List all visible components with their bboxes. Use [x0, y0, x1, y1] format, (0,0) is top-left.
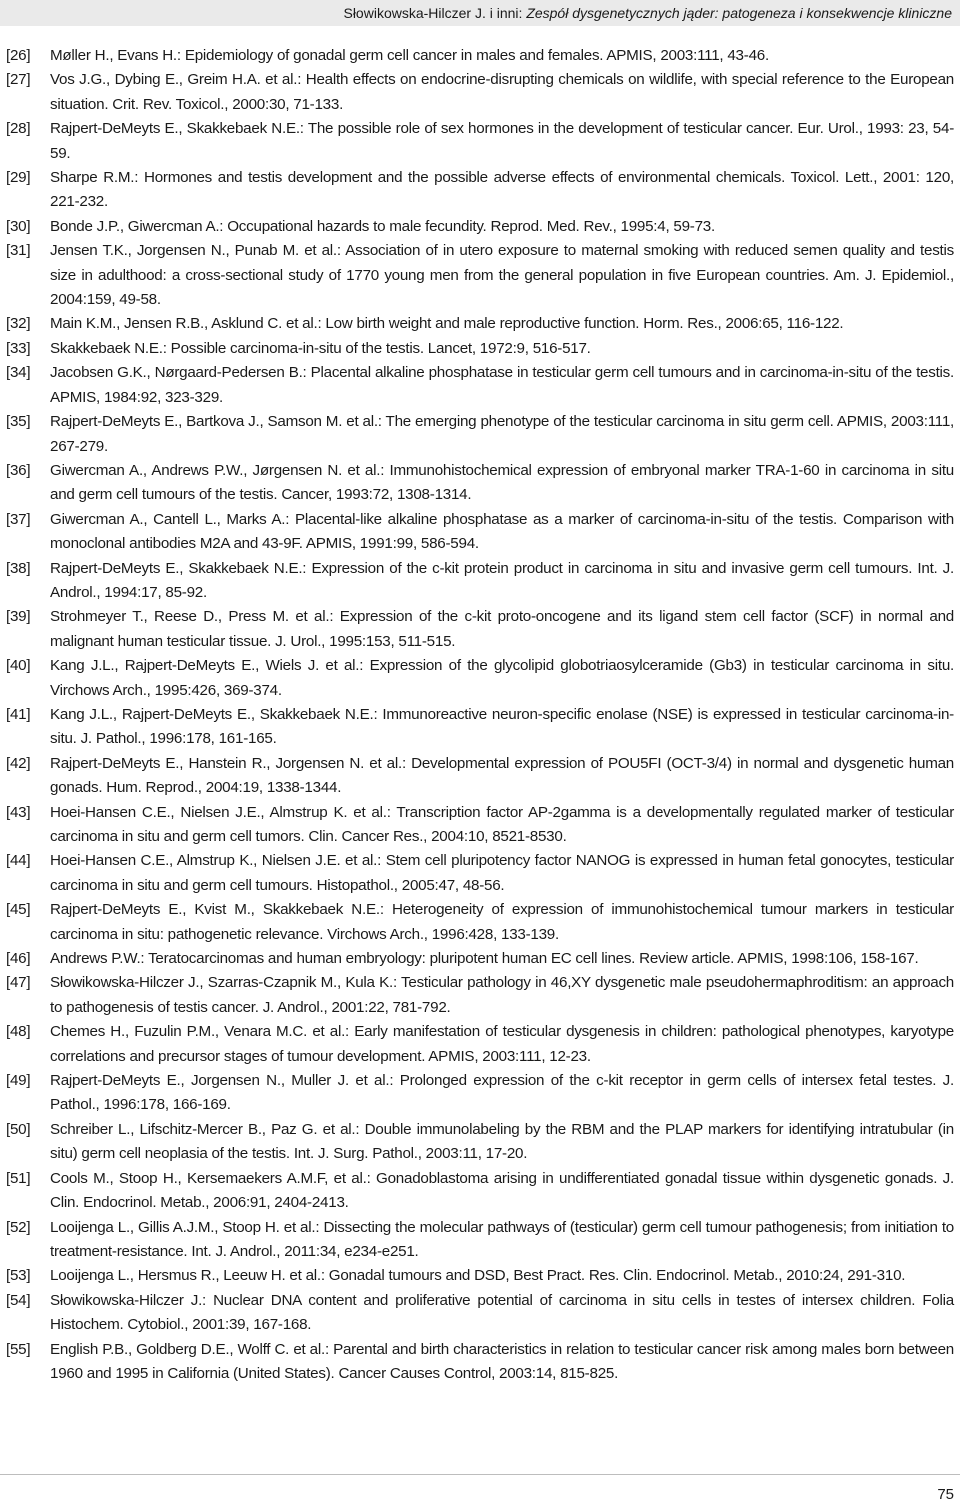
reference-text: Jacobsen G.K., Nørgaard-Pedersen B.: Placental alkaline phosphatase in testicular germ cell tumours and in carcinoma-in-situ of the testis. APMIS, 1984:92, 323-329.: [50, 364, 954, 406]
reference-number: [45]: [6, 901, 31, 919]
reference-item: [6, 459, 954, 508]
reference-number: [52]: [6, 1218, 31, 1236]
reference-number: [30]: [6, 217, 31, 235]
reference-number: [40]: [6, 657, 31, 675]
reference-text: Andrews P.W.: Teratocarcinomas and human embryology: pluripotent human EC cell lines. Review article. APMIS, 1998:106, 158-167.: [50, 950, 919, 968]
reference-number: [26]: [6, 47, 31, 64]
reference-text: Giwercman A., Andrews P.W., Jørgensen N. et al.: Immunohistochemical expression of embryonal marker TRA-1-60 in carcinoma in situ and germ cell tumours of the testis. Cancer, 1993:72, 1308-1314.: [50, 461, 954, 504]
reference-text: Rajpert-DeMeyts E., Skakkebaek N.E.: Expression of the c-kit protein product in carcinoma in situ and invasive germ cell tumours. Int. J. Androl., 1994:17, 85-92.: [50, 559, 954, 601]
reference-item: [6, 1338, 954, 1387]
running-header-authors: Słowikowska-Hilczer J. i inni:: [343, 5, 527, 21]
reference-item: [6, 337, 954, 361]
reference-number: [29]: [6, 169, 31, 187]
reference-item: [6, 1118, 954, 1167]
reference-number: [36]: [6, 461, 31, 479]
reference-text: Rajpert-DeMeyts E., Jorgensen N., Muller J. et al.: Prolonged expression of the c-kit receptor in germ cells of intersex fetal testes. J. Pathol., 1996:178, 166-169.: [50, 1072, 954, 1114]
reference-item: [6, 1069, 954, 1118]
reference-number: [32]: [6, 315, 31, 333]
reference-number: [48]: [6, 1023, 31, 1041]
reference-item: [6, 1167, 954, 1216]
reference-number: [37]: [6, 510, 31, 528]
reference-number: [39]: [6, 608, 31, 626]
reference-item: [6, 971, 954, 1020]
reference-number: [33]: [6, 339, 31, 357]
reference-item: [6, 654, 954, 703]
reference-item: [6, 1264, 954, 1288]
reference-text: Kang J.L., Rajpert-DeMeyts E., Skakkebaek N.E.: Immunoreactive neuron-specific enolase (NSE) is expressed in testicular carcinoma-in-situ. J. Pathol., 1996:178, 161-165.: [50, 705, 954, 748]
reference-text: Rajpert-DeMeyts E., Skakkebaek N.E.: The possible role of sex hormones in the development of testicular cancer. Eur. Urol., 1993: 23, 54-59.: [50, 120, 954, 162]
reference-item: [6, 68, 954, 117]
reference-number: [54]: [6, 1291, 31, 1309]
reference-number: [50]: [6, 1120, 31, 1138]
reference-number: [31]: [6, 242, 31, 260]
reference-text: Sharpe R.M.: Hormones and testis development and the possible adverse effects of environmental chemicals. Toxicol. Lett., 2001: 120, 221-232.: [50, 169, 954, 211]
reference-number: [46]: [6, 950, 31, 968]
reference-number: [44]: [6, 852, 31, 870]
reference-item: [6, 312, 954, 336]
running-header: [0, 0, 960, 26]
reference-text: Słowikowska-Hilczer J.: Nuclear DNA content and proliferative potential of carcinoma in situ cells in testes of intersex children. Folia Histochem. Cytobiol., 2001:39, 167-168.: [50, 1291, 954, 1334]
reference-item: [6, 215, 954, 239]
reference-item: [6, 1020, 954, 1069]
reference-item: [6, 508, 954, 557]
reference-text: Looijenga L., Gillis A.J.M., Stoop H. et al.: Dissecting the molecular pathways of (testicular) germ cell tumour pathogenesis; from initiation to treatment-resistance. Int. J. Androl., 2011:34, e234-e251.: [50, 1218, 954, 1260]
reference-text: Schreiber L., Lifschitz-Mercer B., Paz G. et al.: Double immunolabeling by the RBM and the PLAP markers for identifying intratubular (in situ) germ cell neoplasia of the testis. Int. J. Surg. Pathol., 2003:11, 17-20.: [50, 1120, 954, 1163]
reference-item: [6, 557, 954, 606]
reference-text: Hoei-Hansen C.E., Nielsen J.E., Almstrup K. et al.: Transcription factor AP-2gamma is a developmentally regulated marker of testicular carcinoma in situ and germ cell tumors. Clin. Cancer Res., 2004:10, 8521-8530.: [50, 803, 954, 845]
reference-item: [6, 801, 954, 850]
reference-text: Vos J.G., Dybing E., Greim H.A. et al.: Health effects on endocrine-disrupting chemicals on wildlife, with special reference to the European situation. Crit. Rev. Toxicol., 2000:30, 71-133.: [50, 71, 954, 113]
reference-item: [6, 44, 954, 68]
reference-number: [34]: [6, 364, 31, 382]
reference-text: Bonde J.P., Giwercman A.: Occupational hazards to male fecundity. Reprod. Med. Rev., 1995:4, 59-73.: [50, 217, 715, 235]
reference-item: [6, 1289, 954, 1338]
reference-item: [6, 1216, 954, 1265]
reference-text: Jensen T.K., Jorgensen N., Punab M. et al.: Association of in utero exposure to maternal smoking with reduced semen quality and testis size in adulthood: a cross-sectional study of 1770 young men from the general population in five European countries. Am. J. Epidemiol., 2004:159, 49-58.: [50, 242, 954, 309]
running-header-title: Zespół dysgenetycznych jąder: patogeneza i konsekwencje kliniczne: [526, 5, 952, 21]
reference-number: [43]: [6, 803, 31, 821]
reference-item: [6, 605, 954, 654]
reference-item: [6, 752, 954, 801]
reference-text: Strohmeyer T., Reese D., Press M. et al.: Expression of the c-kit proto-oncogene and its ligand stem cell factor (SCF) in normal and malignant human testicular tissue. J. Urol., 1995:153, 511-515.: [50, 608, 954, 650]
reference-text: Hoei-Hansen C.E., Almstrup K., Nielsen J.E. et al.: Stem cell pluripotency factor NANOG is expressed in human fetal gonocytes, testicular carcinoma in situ and germ cell tumours. Histopathol., 2005:47, 48-56.: [50, 852, 954, 894]
page-number: 75: [937, 1486, 954, 1503]
reference-item: [6, 166, 954, 215]
reference-text: Rajpert-DeMeyts E., Hanstein R., Jorgensen N. et al.: Developmental expression of POU5FI (OCT-3/4) in normal and dysgenetic human gonads. Hum. Reprod., 2004:19, 1338-1344.: [50, 754, 954, 797]
reference-text: Słowikowska-Hilczer J., Szarras-Czapnik M., Kula K.: Testicular pathology in 46,XY dysgenetic male pseudohermaphroditism: an approach to pathogenesis of testis cancer. J. Androl., 2001:22, 781-792.: [50, 974, 954, 1016]
reference-text: Rajpert-DeMeyts E., Kvist M., Skakkebaek N.E.: Heterogeneity of expression of immunohistochemical tumour markers in testicular carcinoma in situ: pathogenetic relevance. Virchows Arch., 1996:428, 133-139.: [50, 901, 954, 943]
reference-number: [42]: [6, 754, 31, 772]
reference-text: Giwercman A., Cantell L., Marks A.: Placental-like alkaline phosphatase as a marker of carcinoma-in-situ of the testis. Comparison with monoclonal antibodies M2A and 43-9F. APMIS, 1991:99, 586-594.: [50, 510, 954, 553]
reference-item: [6, 849, 954, 898]
reference-number: [55]: [6, 1340, 31, 1358]
reference-text: Kang J.L., Rajpert-DeMeyts E., Wiels J. et al.: Expression of the glycolipid globotriaosylceramide (Gb3) in testicular carcinoma in situ. Virchows Arch., 1995:426, 369-374.: [50, 657, 954, 699]
reference-item: [6, 361, 954, 410]
reference-number: [49]: [6, 1072, 31, 1090]
footer-divider: [0, 1474, 960, 1475]
reference-text: Chemes H., Fuzulin P.M., Venara M.C. et al.: Early manifestation of testicular dysgenesis in children: pathological phenotypes, karyotype correlations and precursor stages of tumour development. APMIS, 2003:111, 12-23.: [50, 1023, 954, 1065]
reference-item: [6, 239, 954, 312]
reference-text: Rajpert-DeMeyts E., Bartkova J., Samson M. et al.: The emerging phenotype of the testicular carcinoma in situ germ cell. APMIS, 2003:111, 267-279.: [50, 413, 954, 455]
reference-text: Looijenga L., Hersmus R., Leeuw H. et al.: Gonadal tumours and DSD, Best Pract. Res. Clin. Endocrinol. Metab., 2010:24, 291-310.: [50, 1267, 906, 1285]
reference-number: [35]: [6, 413, 31, 431]
reference-text: Møller H., Evans H.: Epidemiology of gonadal germ cell cancer in males and females. APMIS, 2003:111, 43-46.: [50, 47, 769, 64]
reference-item: [6, 410, 954, 459]
reference-item: [6, 947, 954, 971]
reference-item: [6, 117, 954, 166]
reference-list: [6, 44, 954, 1386]
reference-number: [28]: [6, 120, 31, 138]
reference-number: [47]: [6, 974, 31, 992]
reference-number: [53]: [6, 1267, 31, 1285]
reference-text: Cools M., Stoop H., Kersemaekers A.M.F, et al.: Gonadoblastoma arising in undifferentiated gonadal tissue within dysgenetic gonads. J. Clin. Endocrinol. Metab., 2006:91, 2404-2413.: [50, 1169, 954, 1212]
reference-text: Main K.M., Jensen R.B., Asklund C. et al.: Low birth weight and male reproductive function. Horm. Res., 2006:65, 116-122.: [50, 315, 844, 333]
reference-item: [6, 703, 954, 752]
reference-text: Skakkebaek N.E.: Possible carcinoma-in-situ of the testis. Lancet, 1972:9, 516-517.: [50, 339, 591, 357]
reference-number: [51]: [6, 1169, 31, 1187]
reference-number: [41]: [6, 705, 31, 723]
reference-item: [6, 898, 954, 947]
reference-text: English P.B., Goldberg D.E., Wolff C. et al.: Parental and birth characteristics in relation to testicular cancer risk among males born between 1960 and 1995 in California (United States). Cancer Causes Control, 2003:14, 815-825.: [50, 1340, 954, 1382]
reference-number: [27]: [6, 71, 31, 89]
reference-number: [38]: [6, 559, 31, 577]
